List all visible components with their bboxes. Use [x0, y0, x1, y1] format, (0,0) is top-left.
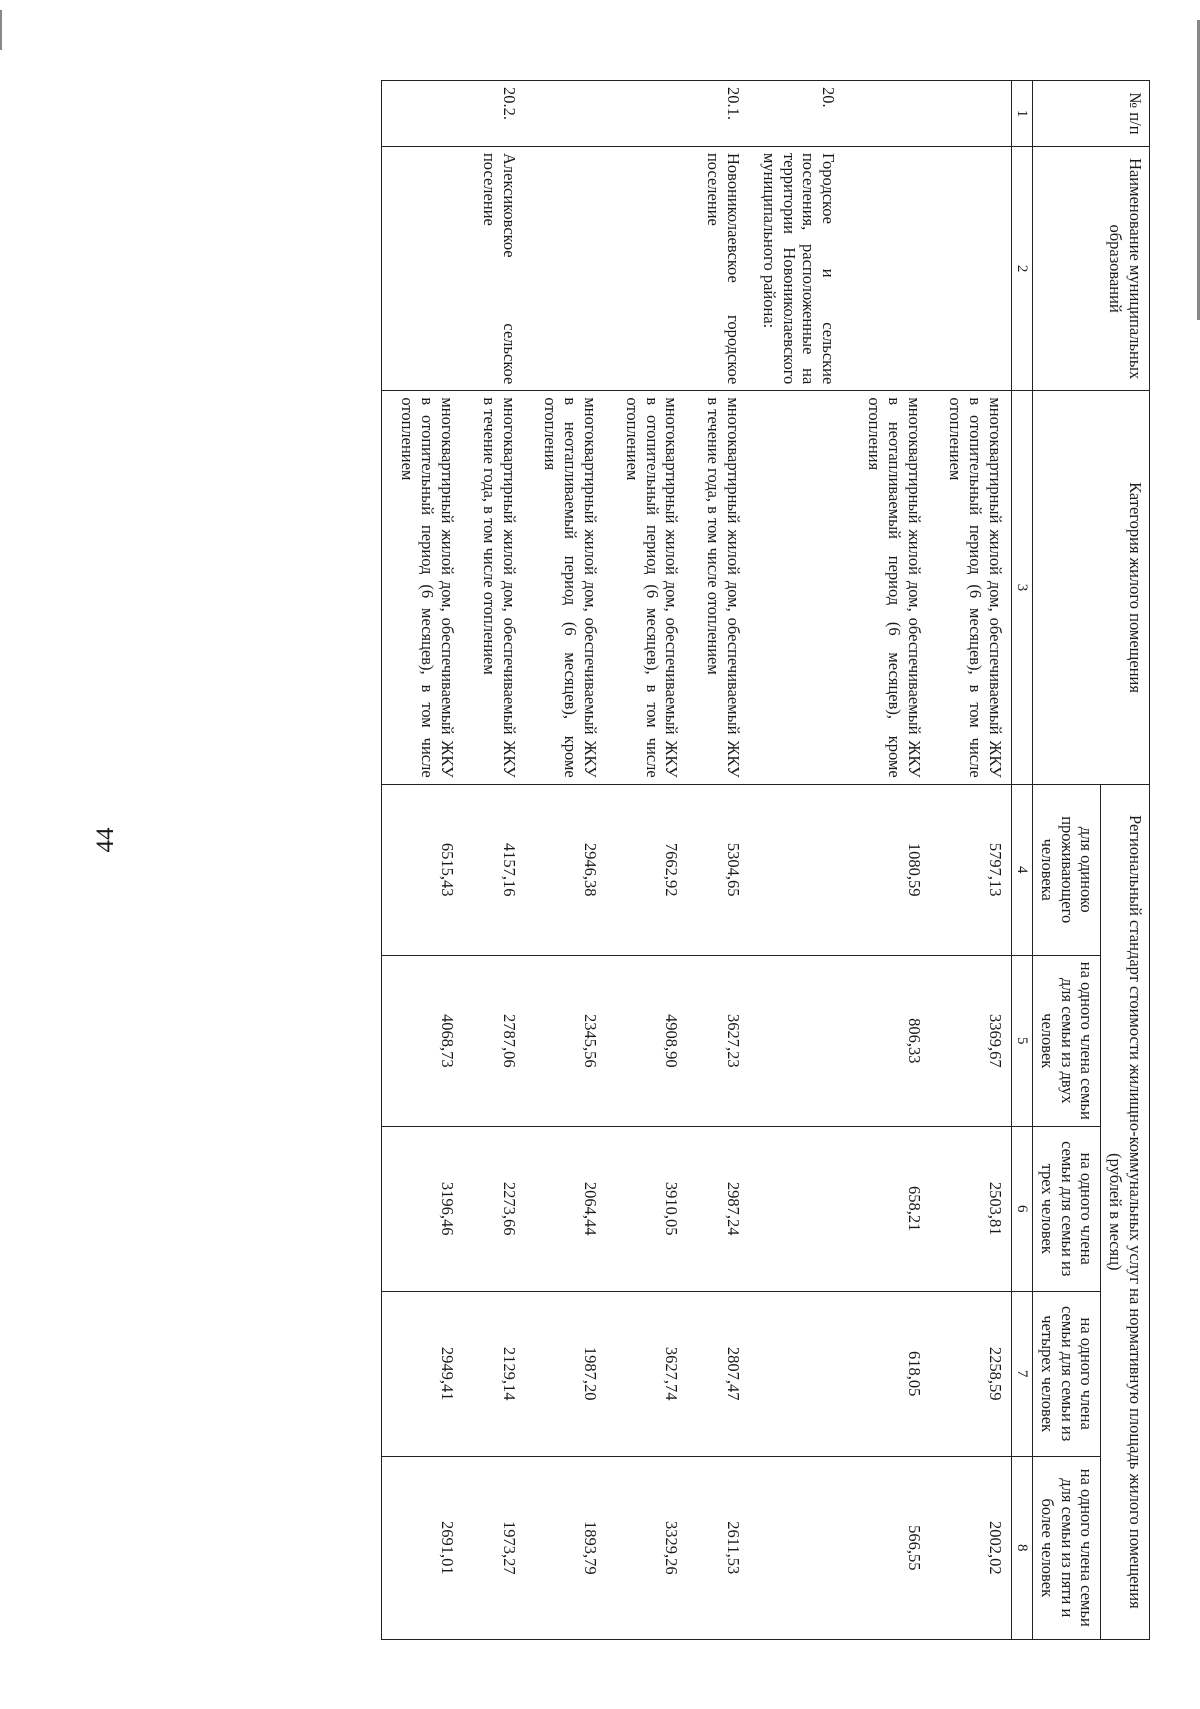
table-row [525, 81, 606, 1640]
header-no: № п/п [1033, 81, 1150, 147]
header-standard-group: Региональный стандарт стоимости жилищно-коммунальных услуг на нормативную площадь жилого помещения (рублей в месяц) [1101, 784, 1150, 1639]
header-two: на одного члена семьи для семьи из двух человек [1033, 955, 1101, 1126]
cell-three: 2987,24 [687, 1126, 749, 1291]
cell-four: 3627,74 [606, 1291, 687, 1456]
cell-four [749, 1291, 848, 1456]
cell-single: 5797,13 [930, 784, 1012, 955]
table-row [930, 81, 1012, 1640]
column-number: 6 [1012, 1126, 1033, 1291]
cell-category: многоквартирный жилой дом, обеспечиваемый ЖКУ в отопительный период (6 месяцев), в том числе отоплением [606, 391, 687, 784]
cell-three: 2064,44 [525, 1126, 606, 1291]
table-row [606, 81, 687, 1640]
cell-four: 1987,20 [525, 1291, 606, 1456]
cell-four: 2129,14 [463, 1291, 525, 1456]
cell-five: 1973,27 [463, 1456, 525, 1639]
cell-three [749, 1126, 848, 1291]
cell-category: многоквартирный жилой дом, обеспечиваемый ЖКУ в течение года, в том числе отоплением [463, 391, 525, 784]
header-four: на одного члена семьи для семьи из четырех человек [1033, 1291, 1101, 1456]
cell-four: 2949,41 [381, 1291, 463, 1456]
cell-three: 658,21 [848, 1126, 929, 1291]
cell-category: многоквартирный жилой дом, обеспечиваемый ЖКУ в течение года, в том числе отоплением [687, 391, 749, 784]
cell-name [525, 146, 606, 390]
housing-cost-standard-table [381, 80, 1150, 1640]
column-number: 4 [1012, 784, 1033, 955]
column-number: 8 [1012, 1456, 1033, 1639]
cell-single: 7662,92 [606, 784, 687, 955]
rotated-table-container [150, 80, 1150, 1640]
header-category: Категория жилого помещения [1033, 391, 1150, 784]
table-row [463, 81, 525, 1640]
cell-no [525, 81, 606, 147]
cell-category: многоквартирный жилой дом, обеспечиваемый ЖКУ в неотапливаемый период (6 месяцев), кроме отопления [525, 391, 606, 784]
cell-no [381, 81, 463, 147]
cell-five: 566,55 [848, 1456, 929, 1639]
cell-two: 806,33 [848, 955, 929, 1126]
cell-five [749, 1456, 848, 1639]
header-three: на одного члена семьи для семьи из трех человек [1033, 1126, 1101, 1291]
cell-name: Новониколаевское городское поселение [687, 146, 749, 390]
cell-two [749, 955, 848, 1126]
cell-single: 1080,59 [848, 784, 929, 955]
cell-two: 4068,73 [381, 955, 463, 1126]
page-number: 44 [92, 827, 119, 853]
cell-five: 2611,53 [687, 1456, 749, 1639]
cell-three: 3910,05 [606, 1126, 687, 1291]
column-number: 7 [1012, 1291, 1033, 1456]
cell-category [749, 391, 848, 784]
cell-five: 2691,01 [381, 1456, 463, 1639]
cell-four: 2807,47 [687, 1291, 749, 1456]
header-single: для одиноко проживающего человека [1033, 784, 1101, 955]
cell-category: многоквартирный жилой дом, обеспечиваемый ЖКУ в отопительный период (6 месяцев), в том числе отоплением [930, 391, 1012, 784]
cell-no: 20. [749, 81, 848, 147]
table-row [381, 81, 463, 1640]
column-number: 1 [1012, 81, 1033, 147]
header-five: на одного члена семьи для семьи из пяти и более человек [1033, 1456, 1101, 1639]
cell-two: 2787,06 [463, 955, 525, 1126]
cell-three: 3196,46 [381, 1126, 463, 1291]
cell-two: 3627,23 [687, 955, 749, 1126]
cell-single: 6515,43 [381, 784, 463, 955]
cell-five: 3329,26 [606, 1456, 687, 1639]
cell-five: 2002,02 [930, 1456, 1012, 1639]
cell-name: Городское и сельские поселения, расположенные на территории Новониколаевского муниципального района: [749, 146, 848, 390]
cell-no: 20.2. [463, 81, 525, 147]
cell-no [930, 81, 1012, 147]
table-row [848, 81, 929, 1640]
cell-category: многоквартирный жилой дом, обеспечиваемый ЖКУ в отопительный период (6 месяцев), в том числе отоплением [381, 391, 463, 784]
cell-single: 5304,65 [687, 784, 749, 955]
column-number: 2 [1012, 146, 1033, 390]
cell-single: 4157,16 [463, 784, 525, 955]
cell-four: 618,05 [848, 1291, 929, 1456]
cell-name [930, 146, 1012, 390]
cell-three: 2273,66 [463, 1126, 525, 1291]
cell-two: 2345,56 [525, 955, 606, 1126]
cell-no: 20.1. [687, 81, 749, 147]
cell-two: 3369,67 [930, 955, 1012, 1126]
cell-name: Алексиковское сельское поселение [463, 146, 525, 390]
cell-five: 1893,79 [525, 1456, 606, 1639]
cell-category: многоквартирный жилой дом, обеспечиваемый ЖКУ в неотапливаемый период (6 месяцев), кроме отопления [848, 391, 929, 784]
header-name: Наименование муниципальных образований [1033, 146, 1150, 390]
scan-edge-mark [0, 10, 2, 50]
cell-name [381, 146, 463, 390]
cell-two: 4908,90 [606, 955, 687, 1126]
column-number: 5 [1012, 955, 1033, 1126]
cell-name [606, 146, 687, 390]
cell-single: 2946,38 [525, 784, 606, 955]
cell-four: 2258,59 [930, 1291, 1012, 1456]
cell-single [749, 784, 848, 955]
cell-no [848, 81, 929, 147]
cell-three: 2503,81 [930, 1126, 1012, 1291]
cell-name [848, 146, 929, 390]
table-row [749, 81, 848, 1640]
cell-no [606, 81, 687, 147]
table-row [687, 81, 749, 1640]
column-number: 3 [1012, 391, 1033, 784]
